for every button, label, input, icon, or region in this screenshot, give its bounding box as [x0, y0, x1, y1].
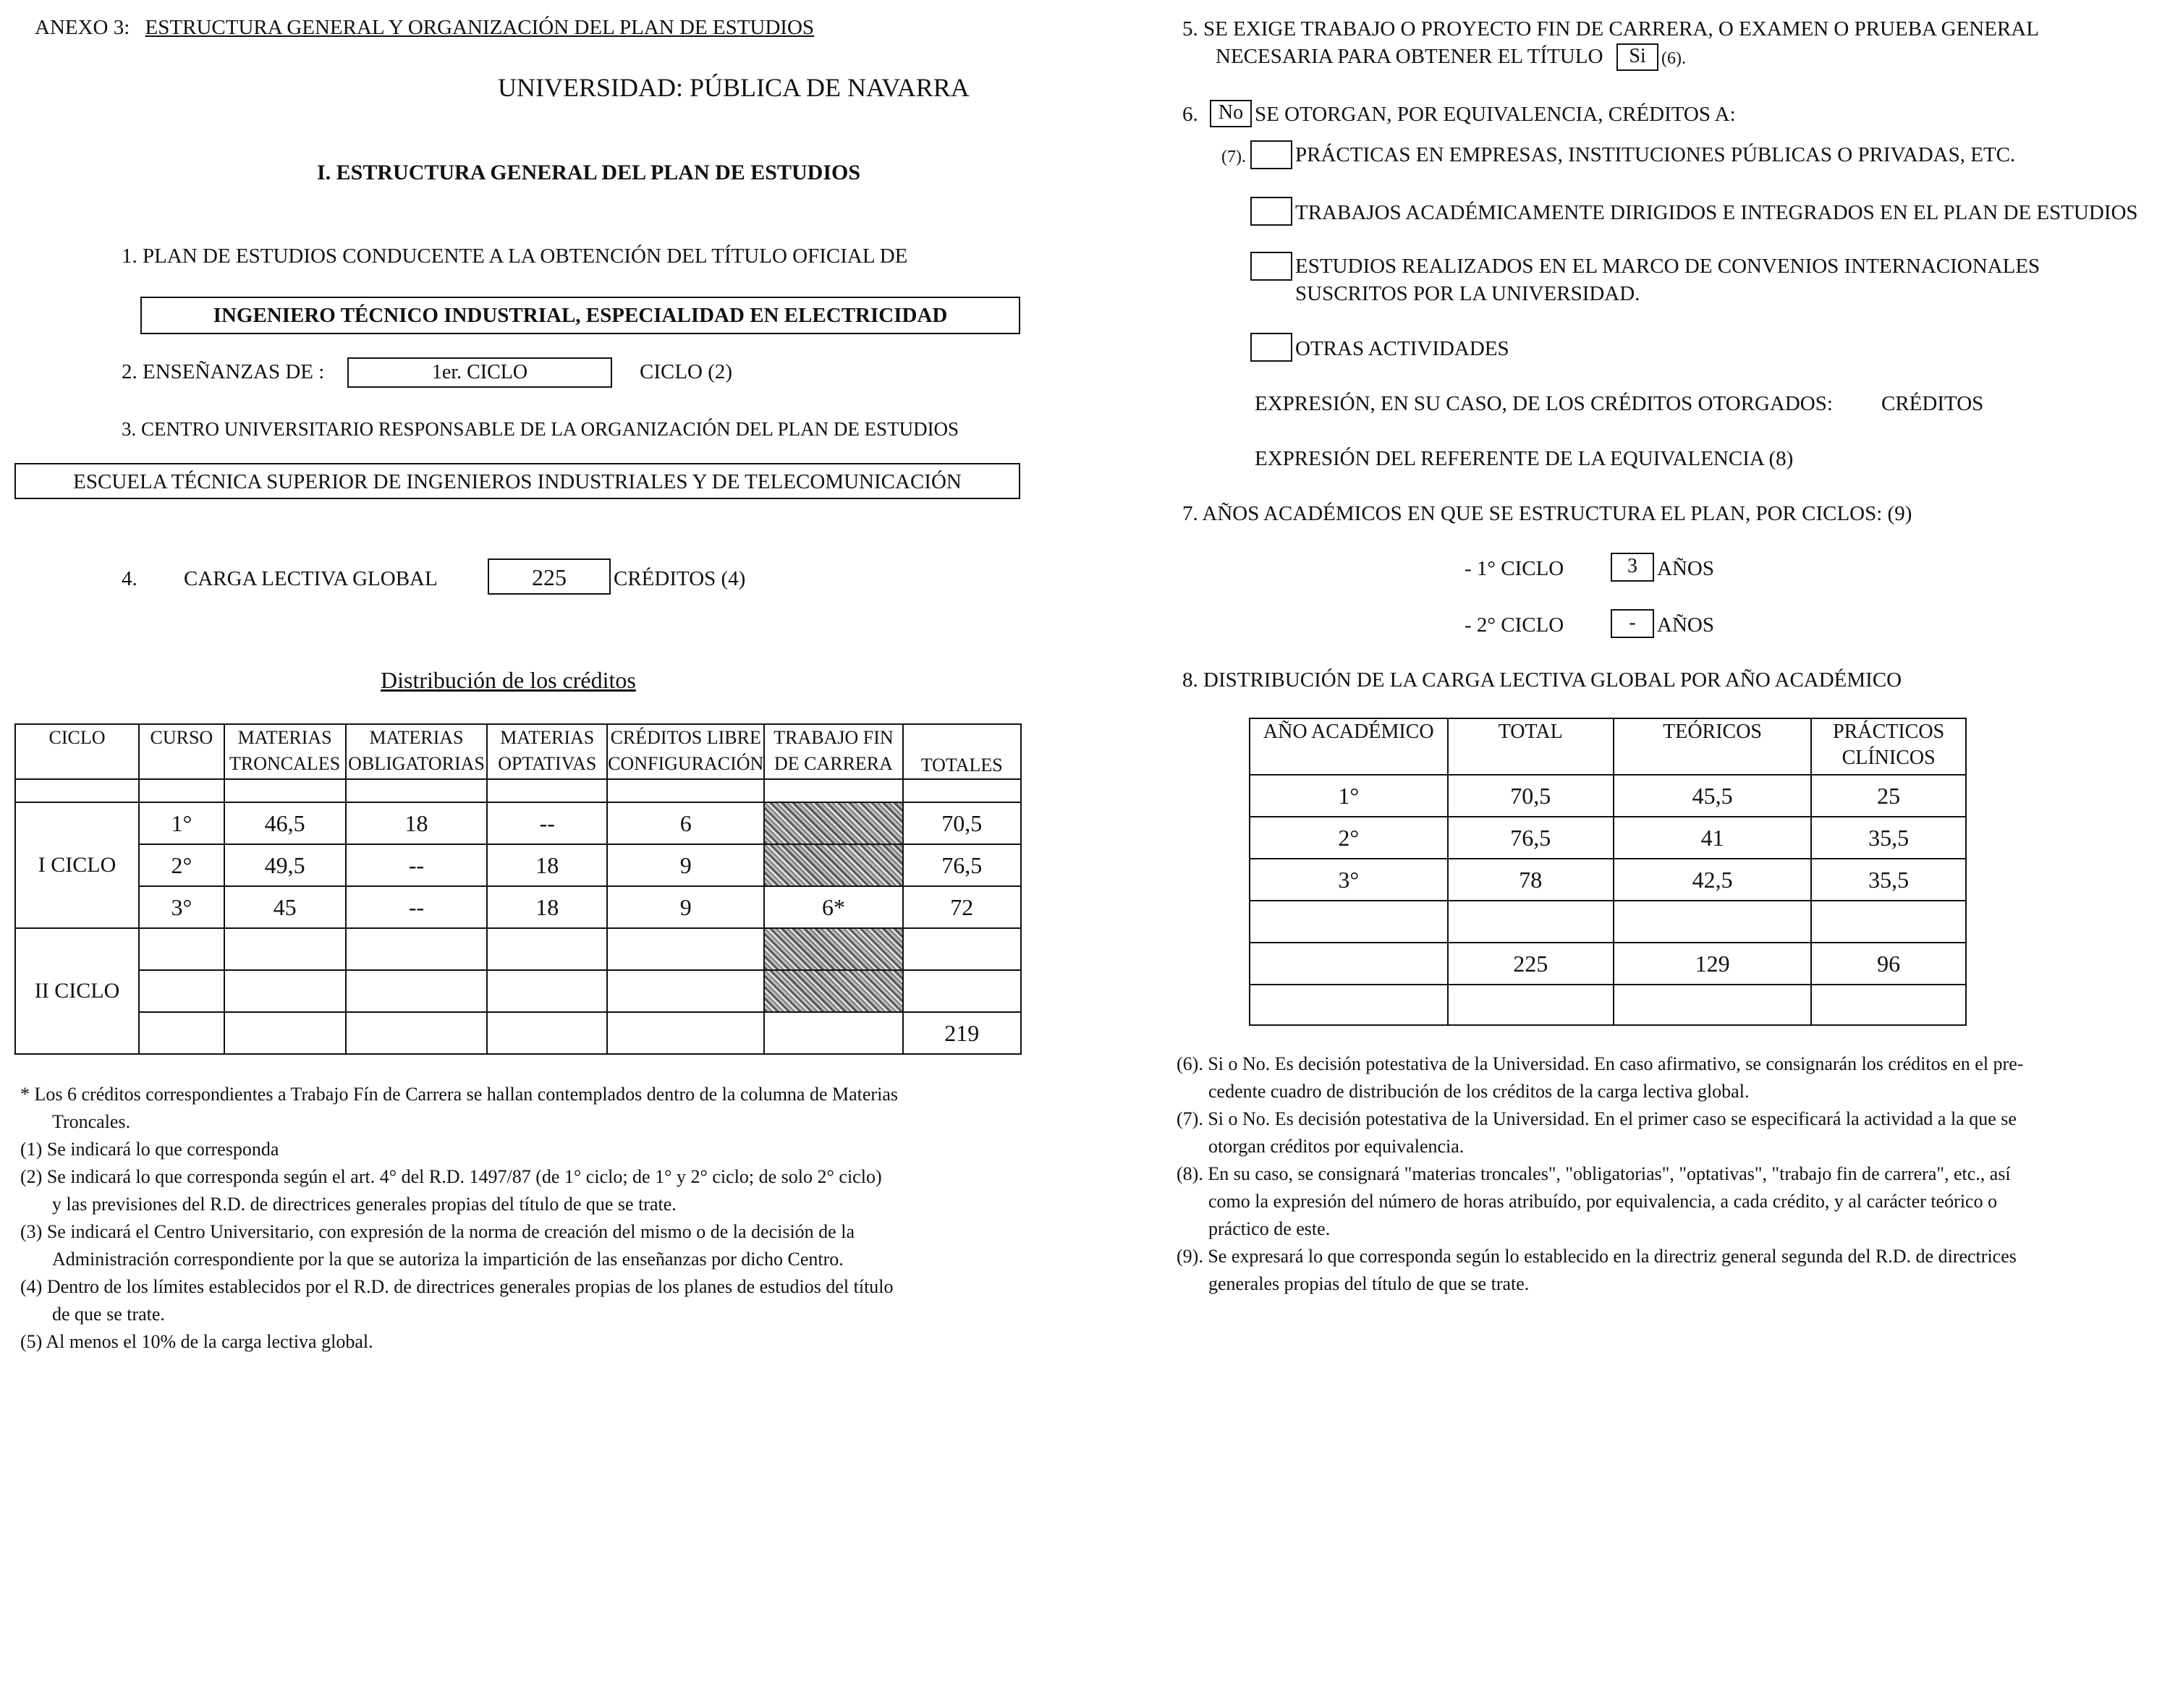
checkbox-otras[interactable] [1250, 333, 1292, 362]
note-8: (8). En su caso, se consignará "materias troncales", "obligatorias", "optativas", "trabajo fin de carrera", etc., así [1177, 1163, 2011, 1184]
degree-title: INGENIERO TÉCNICO INDUSTRIAL, ESPECIALIDAD EN ELECTRICIDAD [213, 304, 948, 327]
header-libre-2: CONFIGURACIÓN [608, 753, 764, 774]
item-3-label: 3. CENTRO UNIVERSITARIO RESPONSABLE DE LA ORGANIZACIÓN DEL PLAN DE ESTUDIOS [122, 418, 959, 440]
cycle-2-unit: AÑOS [1657, 613, 1714, 637]
table-row [15, 886, 1021, 928]
item-5-line-2: NECESARIA PARA OBTENER EL TÍTULO [1216, 45, 1603, 68]
item-5-answer: Si [1629, 45, 1646, 67]
table-row [15, 844, 1021, 886]
row-libre: 9 [607, 886, 764, 928]
note-8-cont-2: práctico de este. [1208, 1218, 1331, 1239]
note-5: (5) Al menos el 10% de la carga lectiva global. [20, 1331, 373, 1352]
cycle-2-label: - 2° CICLO [1465, 613, 1564, 637]
header-curso: CURSO [139, 724, 224, 779]
row-total: 78 [1448, 859, 1614, 901]
row-total: 76,5 [903, 844, 1021, 886]
table-row [15, 802, 1021, 844]
annex-label: ANEXO 3: [35, 16, 130, 39]
header-practicos-2: CLÍNICOS [1841, 747, 1936, 769]
note-6: (6). Si o No. Es decisión potestativa de la Universidad. En caso afirmativo, se consignarán los créditos en el pre- [1177, 1053, 2024, 1074]
header-trabajo-1: TRABAJO FIN [774, 727, 894, 748]
row-troncales: 46,5 [224, 802, 346, 844]
row-ano: 2° [1250, 817, 1448, 859]
cycle-1-value: 3 [1627, 555, 1637, 577]
row-practicos: 35,5 [1811, 817, 1966, 859]
row-practicos: 25 [1811, 775, 1966, 817]
note-star: * Los 6 créditos correspondientes a Trabajo Fín de Carrera se hallan contemplados dentro de la columna de Materias [20, 1084, 898, 1105]
item-2-label: 2. ENSEÑANZAS DE : [122, 360, 325, 383]
note-8-cont: como la expresión del número de horas atribuído, por equivalencia, a cada crédito, y al carácter teórico o [1208, 1191, 1998, 1212]
row-teoricos: 42,5 [1614, 859, 1811, 901]
checkbox-practicas[interactable] [1250, 140, 1292, 169]
expression-credits-value: CRÉDITOS [1881, 392, 1984, 415]
credits-value: 225 [532, 564, 567, 590]
row-optativas: 18 [487, 844, 607, 886]
item-4-suffix: CRÉDITOS (4) [614, 567, 746, 590]
header-teoricos: TEÓRICOS [1614, 718, 1811, 775]
header-ciclo: CICLO [15, 724, 139, 779]
left-footnotes [20, 1081, 1033, 1356]
row-total [1448, 985, 1614, 1025]
header-obligatorias [346, 724, 488, 779]
table-row [1250, 817, 1966, 859]
header-totales: TOTALES [903, 724, 1021, 779]
item-8-label: 8. DISTRIBUCIÓN DE LA CARGA LECTIVA GLOBAL POR AÑO ACADÉMICO [1182, 668, 1902, 692]
row-libre: 6 [607, 802, 764, 844]
item-5-line-1: 5. SE EXIGE TRABAJO O PROYECTO FIN DE CARRERA, O EXAMEN O PRUEBA GENERAL [1182, 17, 2039, 41]
header-practicos [1811, 718, 1966, 775]
header-troncales [224, 724, 346, 779]
option-trabajos: TRABAJOS ACADÉMICAMENTE DIRIGIDOS E INTEGRADOS EN EL PLAN DE ESTUDIOS [1295, 201, 2138, 224]
row-practicos: 96 [1811, 943, 1966, 985]
right-footnotes [1177, 1050, 2146, 1298]
expression-credits-label: EXPRESIÓN, EN SU CASO, DE LOS CRÉDITOS OTORGADOS: [1255, 392, 1833, 415]
row-trabajo-shaded [764, 928, 902, 970]
option-estudios-cont: SUSCRITOS POR LA UNIVERSIDAD. [1295, 282, 1640, 305]
row-total: 70,5 [903, 802, 1021, 844]
header-troncales-2: TRONCALES [229, 753, 341, 774]
table-header-row [15, 724, 1021, 779]
table-row [1250, 943, 1966, 985]
annex-header [35, 16, 814, 40]
note-9: (9). Se expresará lo que corresponda según lo establecido en la directriz general segunda del R.D. de directrices [1177, 1246, 2017, 1267]
center-name: ESCUELA TÉCNICA SUPERIOR DE INGENIEROS INDUSTRIALES Y DE TELECOMUNICACIÓN [73, 470, 962, 493]
header-trabajo-fin [764, 724, 902, 779]
row-obligatorias: -- [346, 886, 488, 928]
note-2-cont: y las previsiones del R.D. de directrices generales propias del título de que se trate. [52, 1194, 677, 1215]
row-curso: 1° [139, 802, 224, 844]
table-row [1250, 859, 1966, 901]
header-obligatorias-2: OBLIGATORIAS [348, 753, 485, 774]
row-teoricos: 129 [1614, 943, 1811, 985]
section-title: I. ESTRUCTURA GENERAL DEL PLAN DE ESTUDIOS [317, 161, 861, 184]
checkbox-trabajos[interactable] [1250, 197, 1292, 226]
note-4-cont: de que se trate. [52, 1304, 165, 1325]
row-trabajo-shaded [764, 802, 902, 844]
row-troncales: 45 [224, 886, 346, 928]
row-optativas: -- [487, 802, 607, 844]
cycle-value: 1er. CICLO [431, 361, 528, 383]
row-total: 72 [903, 886, 1021, 928]
row-teoricos [1614, 901, 1811, 943]
header-libre-configuracion [607, 724, 764, 779]
note-4: (4) Dentro de los límites establecidos por el R.D. de directrices generales propias de los planes de estudios del título [20, 1276, 894, 1297]
row-ano: 1° [1250, 775, 1448, 817]
note-2: (2) Se indicará lo que corresponda según el art. 4° del R.D. 1497/87 (de 1° ciclo; de 1° y 2° ciclo; de solo 2° ciclo) [20, 1166, 882, 1187]
item-4-number: 4. [122, 567, 137, 590]
row-teoricos: 45,5 [1614, 775, 1811, 817]
checkbox-estudios[interactable] [1250, 252, 1292, 281]
header-trabajo-2: DE CARRERA [774, 753, 893, 774]
note-1: (1) Se indicará lo que corresponda [20, 1139, 279, 1160]
table-row [15, 970, 1021, 1012]
note-star-cont: Troncales. [52, 1111, 131, 1132]
note-7: (7). Si o No. Es decisión potestativa de la Universidad. En el primer caso se especificará la actividad a la que se [1177, 1108, 2017, 1129]
header-optativas-2: OPTATIVAS [498, 753, 597, 774]
item-6-answer: No [1218, 101, 1244, 124]
row-trabajo-shaded [764, 970, 902, 1012]
table-row [15, 1012, 1021, 1054]
table-row [1250, 985, 1966, 1025]
note-3: (3) Se indicará el Centro Universitario, con expresión de la norma de creación del mismo o de la decisión de la [20, 1221, 855, 1242]
header-troncales-1: MATERIAS [237, 727, 332, 748]
cycle-label-ii: II CICLO [15, 928, 139, 1054]
item-4-label: CARGA LECTIVA GLOBAL [184, 567, 438, 590]
row-ano [1250, 901, 1448, 943]
item-2-suffix: CICLO (2) [640, 360, 733, 383]
note-3-cont: Administración correspondiente por la que se autoriza la impartición de las enseñanzas por dicho Centro. [52, 1249, 844, 1270]
header-ano: AÑO ACADÉMICO [1250, 718, 1448, 775]
cycle-1-label: - 1° CICLO [1465, 557, 1564, 580]
table-header-row [1250, 718, 1966, 775]
credits-distribution-table [14, 723, 1022, 1055]
row-troncales: 49,5 [224, 844, 346, 886]
row-teoricos [1614, 985, 1811, 1025]
annual-load-table [1249, 718, 1967, 1026]
row-ano [1250, 985, 1448, 1025]
row-obligatorias: -- [346, 844, 488, 886]
row-teoricos: 41 [1614, 817, 1811, 859]
row-practicos [1811, 901, 1966, 943]
table-row [15, 928, 1021, 970]
annex-title: ESTRUCTURA GENERAL Y ORGANIZACIÓN DEL PLAN DE ESTUDIOS [145, 16, 815, 39]
header-practicos-1: PRÁCTICOS [1833, 721, 1945, 743]
row-total: 70,5 [1448, 775, 1614, 817]
header-obligatorias-1: MATERIAS [369, 727, 464, 748]
item-5-note: (6). [1661, 49, 1686, 68]
row-ano [1250, 943, 1448, 985]
option-practicas: PRÁCTICAS EN EMPRESAS, INSTITUCIONES PÚBLICAS O PRIVADAS, ETC. [1295, 143, 2016, 166]
row-practicos [1811, 985, 1966, 1025]
item-1-label: 1. PLAN DE ESTUDIOS CONDUCENTE A LA OBTENCIÓN DEL TÍTULO OFICIAL DE [122, 245, 908, 268]
expression-reference: EXPRESIÓN DEL REFERENTE DE LA EQUIVALENCIA (8) [1255, 447, 1794, 470]
header-total: TOTAL [1448, 718, 1614, 775]
row-total: 225 [1448, 943, 1614, 985]
row-curso: 3° [139, 886, 224, 928]
header-optativas [487, 724, 607, 779]
row-total: 76,5 [1448, 817, 1614, 859]
row-libre: 9 [607, 844, 764, 886]
distribution-title: Distribución de los créditos [381, 667, 636, 693]
cycle-1-unit: AÑOS [1657, 557, 1714, 580]
row-obligatorias: 18 [346, 802, 488, 844]
option-otras: OTRAS ACTIVIDADES [1295, 337, 1509, 360]
item-6-number: 6. [1182, 103, 1198, 126]
row-trabajo: 6* [764, 886, 902, 928]
table-row [1250, 901, 1966, 943]
item-7-label: 7. AÑOS ACADÉMICOS EN QUE SE ESTRUCTURA EL PLAN, POR CICLOS: (9) [1182, 502, 1912, 525]
row-ano: 3° [1250, 859, 1448, 901]
grand-total: 219 [903, 1012, 1021, 1054]
row-curso: 2° [139, 844, 224, 886]
note-9-cont: generales propias del título de que se trate. [1208, 1273, 1530, 1294]
table-spacer-row [15, 779, 1021, 802]
university-name: UNIVERSIDAD: PÚBLICA DE NAVARRA [498, 73, 970, 102]
note-6-cont: cedente cuadro de distribución de los créditos de la carga lectiva global. [1208, 1081, 1750, 1102]
item-6-text: SE OTORGAN, POR EQUIVALENCIA, CRÉDITOS A: [1255, 103, 1736, 126]
cycle-label-i: I CICLO [15, 802, 139, 928]
header-libre-1: CRÉDITOS LIBRE [610, 727, 761, 748]
cycle-2-value: - [1629, 611, 1636, 634]
row-trabajo-shaded [764, 844, 902, 886]
row-optativas: 18 [487, 886, 607, 928]
header-optativas-1: MATERIAS [500, 727, 595, 748]
options-prefix: (7). [1221, 148, 1246, 166]
note-7-cont: otorgan créditos por equivalencia. [1208, 1136, 1465, 1157]
row-practicos: 35,5 [1811, 859, 1966, 901]
row-total [1448, 901, 1614, 943]
option-estudios: ESTUDIOS REALIZADOS EN EL MARCO DE CONVENIOS INTERNACIONALES [1295, 255, 2040, 278]
table-row [1250, 775, 1966, 817]
